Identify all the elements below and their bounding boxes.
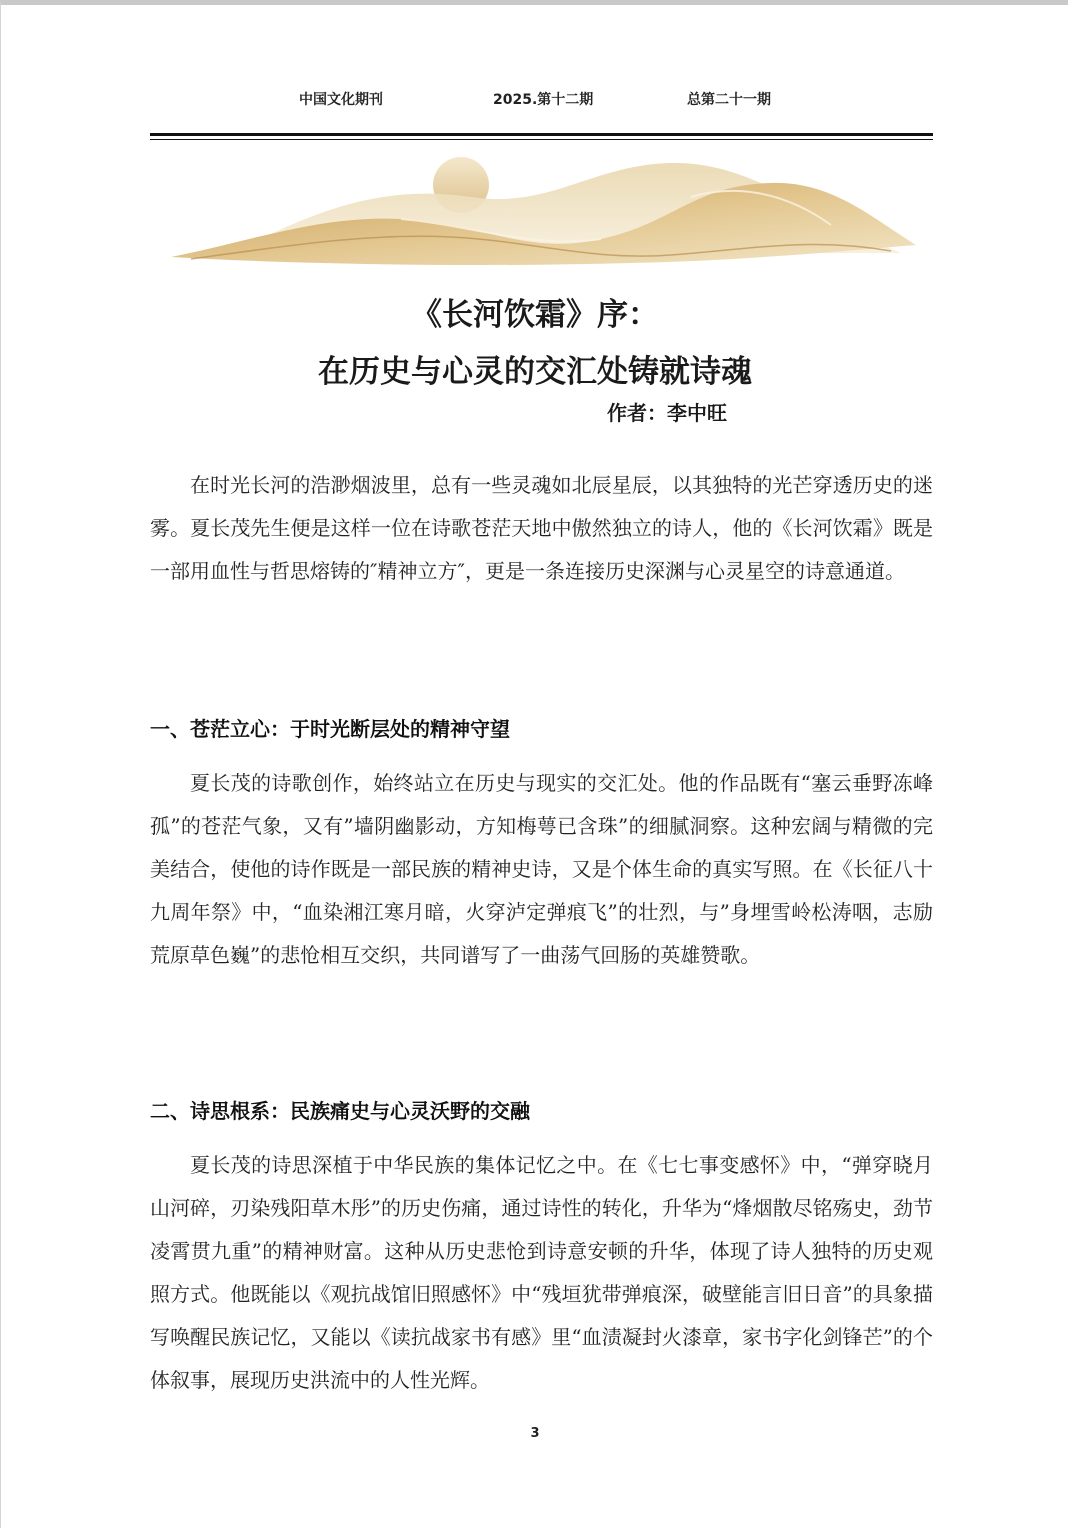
header-rule-thick bbox=[150, 133, 933, 136]
header-rule-thin bbox=[150, 139, 933, 140]
total-issue-number: 总第二十一期 bbox=[687, 92, 771, 108]
article-title-line1: 《长河饮霜》序： bbox=[411, 297, 659, 333]
article-author: 作者：李中旺 bbox=[607, 401, 727, 425]
section-heading: 二、诗思根系：民族痛史与心灵沃野的交融 bbox=[150, 1099, 530, 1123]
section-paragraph: 夏长茂的诗思深植于中华民族的集体记忆之中。在《七七事变感怀》中，“弹穿晓月山河碎，刃染残阳草木彤”的历史伤痛，通过诗性的转化，升华为“烽烟散尽铭殇史，劲节凌霄贯九重”的精神财富。这种从历史悲怆到诗意安顿的升华，体现了诗人独特的历史观照方式。他既能以《观抗战馆旧照感怀》中“残垣犹带弹痕深，破壁能言旧日音”的具象描写唤醒民族记忆，又能以《读抗战家书有感》里“血渍凝封火漆章，家书字化剑锋芒”的个体叙事，展现历史洪流中的人性光辉。 bbox=[150, 1153, 933, 1392]
running-header bbox=[1, 89, 1068, 109]
issue-number: 2025.第十二期 bbox=[493, 92, 594, 108]
article-title-line2: 在历史与心灵的交汇处铸就诗魂 bbox=[318, 354, 752, 390]
section-paragraph: 夏长茂的诗歌创作，始终站立在历史与现实的交汇处。他的作品既有“塞云垂野冻峰孤”的苍茫气象，又有”墙阴幽影动，方知梅萼已含珠”的细腻洞察。这种宏阔与精微的完美结合，使他的诗作既是一部民族的精神史诗，又是个体生命的真实写照。在《长征八十九周年祭》中，“血染湘江寒月暗，火穿泸定弹痕飞”的壮烈，与”身埋雪岭松涛咽，志励荒原草色巍”的悲怆相互交织，共同谱写了一曲荡气回肠的英雄赞歌。 bbox=[150, 771, 933, 967]
page-number: 3 bbox=[530, 1426, 540, 1441]
journal-name: 中国文化期刊 bbox=[299, 92, 383, 108]
intro-paragraph: 在时光长河的浩渺烟波里，总有一些灵魂如北辰星辰，以其独特的光芒穿透历史的迷雾。夏长茂先生便是这样一位在诗歌苍茫天地中傲然独立的诗人，他的《长河饮霜》既是一部用血性与哲思熔铸的″精神立方″，更是一条连接历史深渊与心灵星空的诗意通道。 bbox=[150, 473, 933, 583]
mountains-sun-icon bbox=[171, 145, 921, 275]
section-heading: 一、苍茫立心：于时光断层处的精神守望 bbox=[150, 717, 510, 741]
